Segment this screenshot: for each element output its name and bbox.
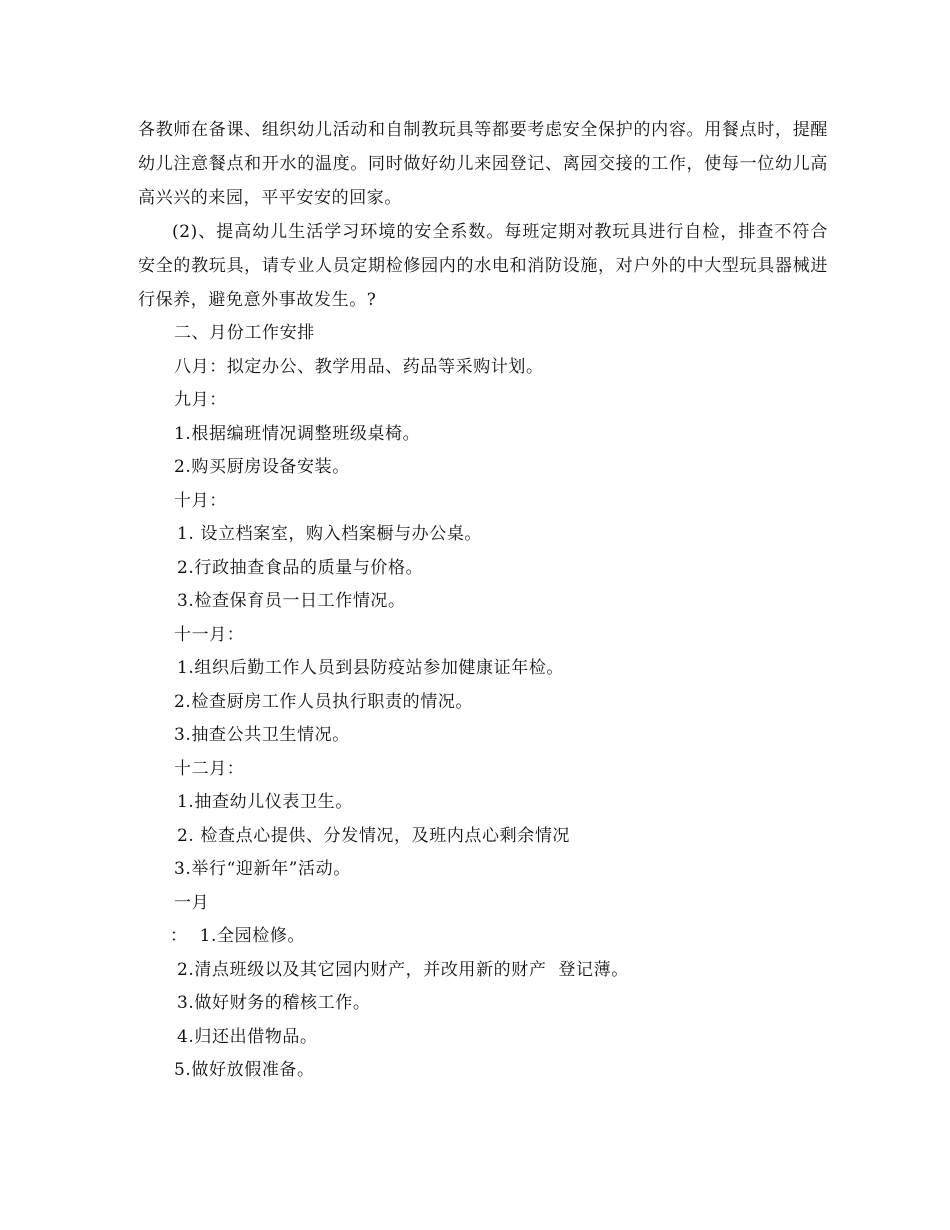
list-item: 3.举行“迎新年”活动。 [174,859,351,879]
list-item: 2.购买厨房设备安装。 [174,457,350,477]
paragraph-safety-environment: (2)、提高幼儿生活学习环境的安全系数。每班定期对教玩具进行自检，排查不符合安全的教玩具，请专业人员定期检修园内的水电和消防设施，对户外的中大型玩具器械进行保养，避免意外事故发生。? [138,222,828,310]
list-item: 1.抽查幼儿仪表卫生。 [177,792,353,812]
list-item: 1.根据编班情况调整班级桌椅。 [174,423,421,444]
list-item: 2.检查厨房工作人员执行职责的情况。 [174,691,474,712]
list-item: 1.组织后勤工作人员到县防疫站参加健康证年检。 [177,658,565,678]
list-item: 4.归还出借物品。 [177,1026,318,1047]
month-heading-november: 十一月： [174,624,245,645]
list-item-august: 八月：拟定办公、教学用品、药品等采购计划。 [174,356,544,377]
list-item: 1. 设立档案室，购入档案橱与办公桌。 [177,524,483,544]
list-item: 2.行政抽查食品的质量与价格。 [177,557,424,578]
list-item: ： 1.全园检修。 [170,926,306,946]
paragraph-safety-teaching: 各教师在备课、组织幼儿活动和自制教玩具等都要考虑安全保护的内容。用餐点时，提醒幼儿注意餐点和开水的温度。同时做好幼儿来园登记、离园交接的工作，使每一位幼儿高高兴兴的来园，平平安安的回家。 [138,120,828,208]
month-heading-october: 十月： [174,490,227,511]
list-item: 5.做好放假准备。 [174,1060,315,1080]
document-body [138,113,828,1088]
list-item: 3.检查保育员一日工作情况。 [177,591,406,611]
month-heading-september: 九月： [174,390,227,410]
section-heading-monthly-plan: 二、月份工作安排 [174,323,315,343]
list-item: 2. 检查点心提供、分发情况，及班内点心剩余情况 [177,825,571,846]
list-item: 2.清点班级以及其它园内财产，并改用新的财产 登记薄。 [177,959,629,980]
month-heading-december: 十二月： [174,758,245,779]
list-item: 3.做好财务的稽核工作。 [177,993,371,1013]
list-item: 3.抽查公共卫生情况。 [174,725,350,745]
month-heading-january: 一月 [174,892,210,913]
